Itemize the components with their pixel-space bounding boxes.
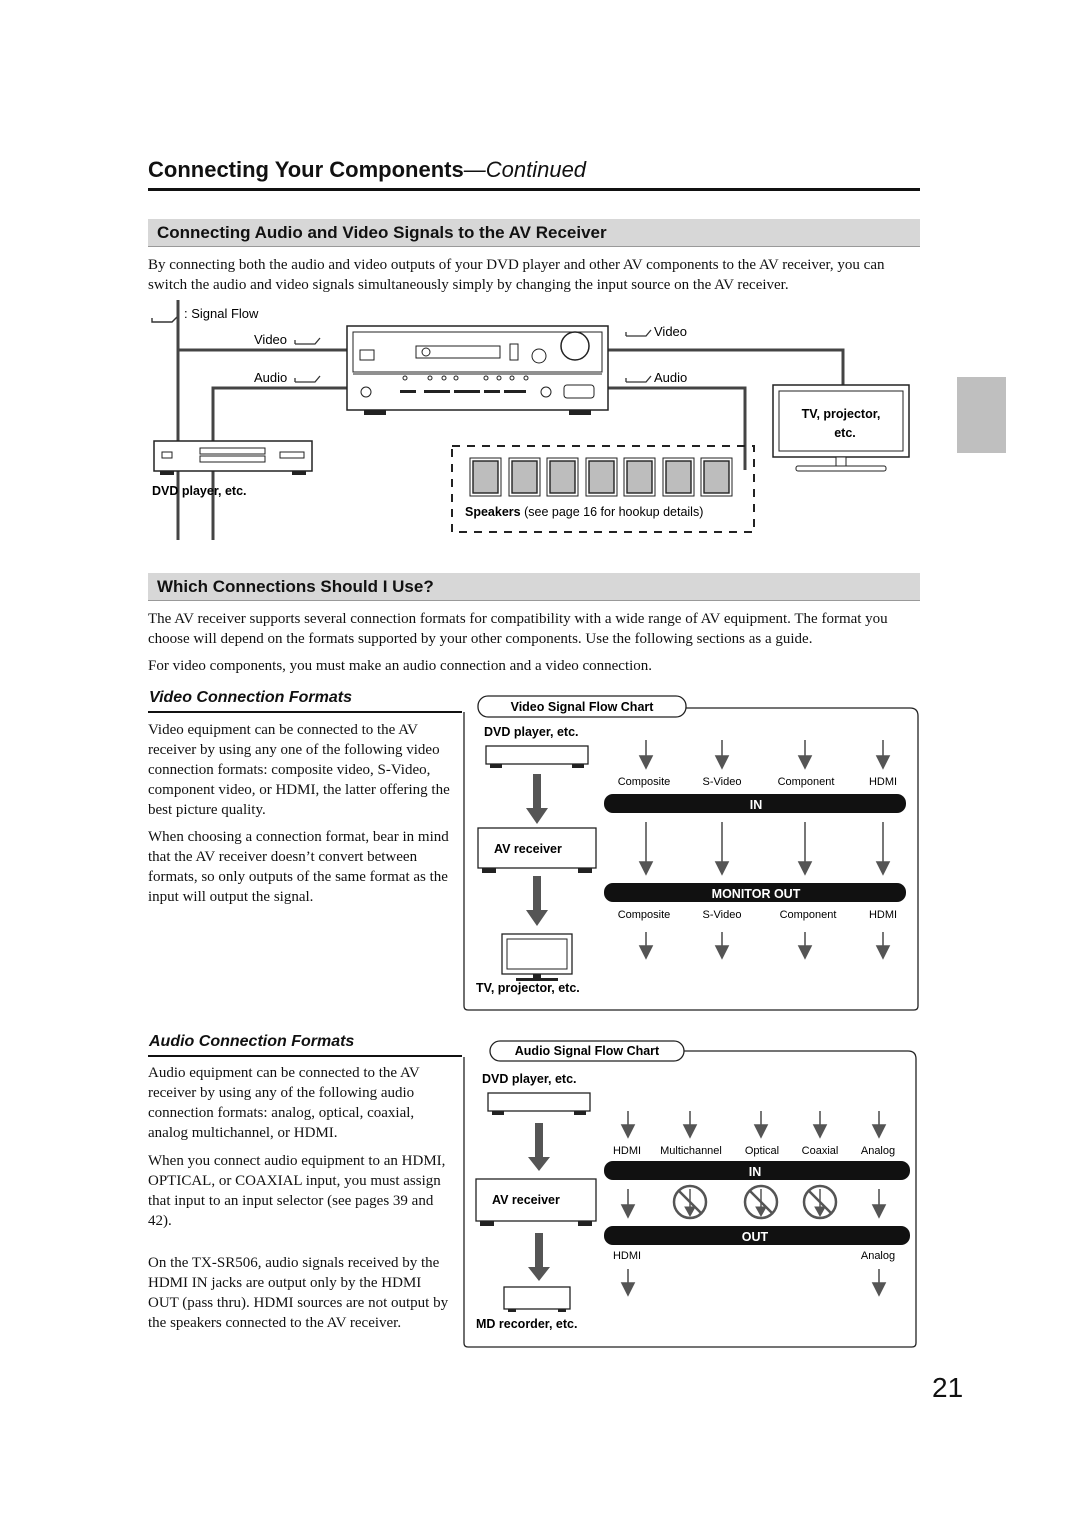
flow-arrow-down (526, 774, 548, 824)
audio-in-format-coaxial: Coaxial (801, 1145, 839, 1157)
intro-paragraph: By connecting both the audio and video outputs of your DVD player and other AV components to the AV receiver, you can switch the audio and video signals simultaneously simply by changing the input source on the AV receiver. (148, 257, 885, 293)
video-out-format-svideo: S-Video (702, 909, 742, 921)
page-title (148, 157, 586, 183)
flow-arrow-down (526, 876, 548, 926)
audio-in-format-multichannel: Multichannel (660, 1145, 722, 1157)
audio-in-format-optical: Optical (744, 1145, 780, 1157)
audio-formats-rule (148, 1055, 462, 1057)
video-cable-right (608, 350, 843, 385)
section-title: Which Connections Should I Use? (157, 577, 434, 596)
no-optical-icon (745, 1186, 777, 1218)
audio-chart-destination-label: MD recorder, etc. (476, 1317, 578, 1331)
audio-out-label: OUT (741, 1230, 769, 1244)
connection-diagram (148, 300, 938, 540)
audio-label-left: Audio (254, 370, 288, 385)
audio-signal-flow-chart (462, 1039, 922, 1351)
video-label-left: Video (254, 332, 288, 347)
dvd-box-icon (488, 1093, 590, 1115)
video-out-label: MONITOR OUT (711, 887, 801, 901)
no-coaxial-icon (804, 1186, 836, 1218)
video-signal-flow-chart (462, 694, 922, 1014)
audio-in-format-hdmi: HDMI (612, 1145, 642, 1157)
tv-label-line2: etc. (834, 426, 856, 440)
flow-arrow-down (528, 1123, 550, 1171)
no-pass-icons (674, 1186, 836, 1218)
video-formats-para2: When choosing a connection format, bear in mind that the AV receiver doesn’t convert between formats, so only outputs of the same format as the input will output the signal. (148, 829, 449, 905)
tv-label-line1: TV, projector, (801, 407, 881, 421)
dvd-player-label: DVD player, etc. (152, 484, 247, 498)
video-in-format-hdmi: HDMI (868, 776, 898, 788)
video-formats-rule (148, 711, 462, 713)
audio-formats-para2: When you connect audio equipment to an HDMI, OPTICAL, or COAXIAL input, you must assign that input to an input selector (see pages 39 and 42). (148, 1153, 446, 1229)
audio-chart-source-label: DVD player, etc. (482, 1072, 577, 1086)
formats-paragraph: The AV receiver supports several connection formats for compatibility with a wide range of AV equipment. The format you choose will depend on the formats supported by your other components. Use the following sections as a guide. (148, 611, 888, 647)
video-in-format-composite: Composite (617, 776, 671, 788)
video-in-format-component: Component (777, 776, 835, 788)
audio-output-arrows (622, 1269, 885, 1295)
video-through-arrows (640, 822, 889, 874)
video-output-arrows (640, 932, 889, 958)
video-in-label: IN (749, 798, 763, 812)
section-title: Connecting Audio and Video Signals to the AV Receiver (157, 223, 607, 242)
page-title-main: Connecting Your Components (148, 157, 464, 182)
no-multichannel-icon (674, 1186, 706, 1218)
video-in-format-svideo: S-Video (702, 776, 742, 788)
audio-formats-heading: Audio Connection Formats (149, 1033, 355, 1050)
video-out-format-composite: Composite (617, 909, 671, 921)
video-audio-note: For video components, you must make an audio connection and a video connection. (148, 658, 653, 674)
md-recorder-icon (504, 1287, 570, 1312)
video-label-right: Video (654, 324, 688, 339)
audio-chart-receiver-label: AV receiver (492, 1193, 560, 1207)
signal-flow-legend-icon (152, 316, 178, 322)
video-formats-para1: Video equipment can be connected to the AV receiver by using any one of the following video connection formats: composite video, S-Video, component video, or HDMI, the latter offering the best picture quality. (148, 722, 450, 818)
legend-text: : Signal Flow (184, 306, 259, 321)
audio-out-format-hdmi: HDMI (612, 1250, 642, 1262)
section-heading-av-signals (148, 219, 920, 247)
video-formats-heading: Video Connection Formats (149, 689, 352, 706)
audio-formats-para3: On the TX-SR506, audio signals received by the HDMI IN jacks are output only by the HDMI OUT (pass thru). HDMI sources are not output by the speakers connected to the AV receiver. (148, 1255, 449, 1331)
page-title-suffix: —Continued (463, 157, 587, 182)
audio-chart-title: Audio Signal Flow Chart (514, 1044, 660, 1058)
section-heading-which-connections (148, 573, 920, 601)
av-receiver-illustration (347, 326, 608, 415)
audio-out-format-analog: Analog (860, 1250, 896, 1262)
audio-input-arrows (622, 1111, 885, 1137)
video-chart-title: Video Signal Flow Chart (510, 700, 654, 714)
audio-in-format-analog: Analog (860, 1145, 896, 1157)
video-input-arrows (640, 740, 889, 768)
video-out-format-hdmi: HDMI (868, 909, 898, 921)
speakers-group (452, 446, 754, 532)
page-number: 21 (932, 1372, 964, 1403)
dvd-box-icon (486, 746, 588, 768)
video-chart-receiver-label: AV receiver (494, 842, 562, 856)
video-chart-source-label: DVD player, etc. (484, 725, 579, 739)
audio-label-right: Audio (654, 370, 688, 385)
dvd-player-illustration (154, 441, 312, 475)
audio-formats-para1: Audio equipment can be connected to the AV receiver by using any of the following audio connection formats: analog, optical, coaxial, analog multichannel, or HDMI. (148, 1065, 420, 1141)
audio-in-label: IN (748, 1165, 762, 1179)
video-chart-display-label: TV, projector, etc. (476, 981, 580, 995)
chapter-tab (957, 377, 1006, 453)
speakers-caption: Speakers (see page 16 for hookup details) (465, 505, 704, 519)
flow-arrow-down (528, 1233, 550, 1281)
tv-icon (502, 934, 572, 981)
video-out-format-component: Component (779, 909, 837, 921)
title-rule (148, 188, 920, 191)
